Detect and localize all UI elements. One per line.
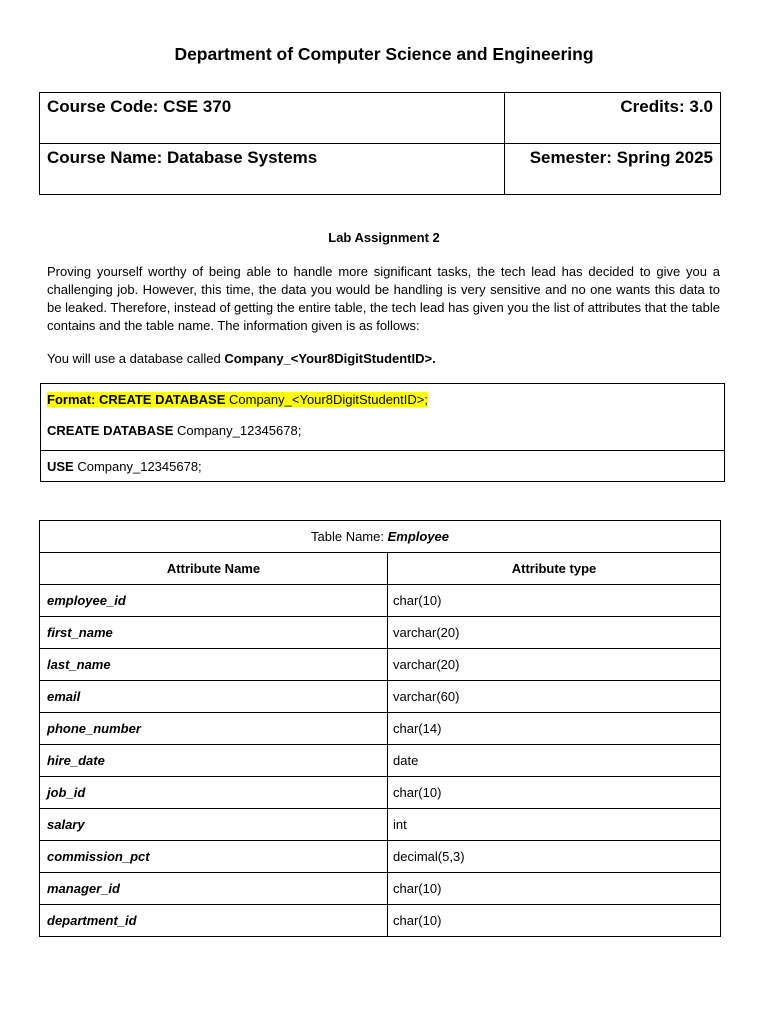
attribute-type: char(10) [388,873,721,905]
attribute-name: commission_pct [40,841,388,873]
use-value: Company_12345678; [73,458,202,474]
attribute-name: first_name [40,617,388,649]
caption-table-name: Employee [387,529,450,544]
attribute-name: job_id [40,777,388,809]
table-row [40,585,721,617]
create-keyword: CREATE DATABASE [47,423,174,438]
course-name: Course Name: Database Systems [40,144,505,195]
attribute-type: varchar(20) [388,617,721,649]
employee-attribute-table [39,520,721,937]
table-caption-row [40,521,721,553]
create-value: Company_12345678; [173,423,302,438]
course-info-row [40,93,721,144]
table-row [40,841,721,873]
use-database-cell [41,451,725,482]
create-database-cell [41,384,725,451]
database-intro-text: You will use a database called [47,351,225,366]
caption-prefix: Table Name: [311,529,388,544]
lab-description: Proving yourself worthy of being able to handle more significant tasks, the tech lead has decided to give you a challenging job. However, this time, the data you would be handling is very sensitive and no one wants this data to be leaked. Therefore, instead of getting the entire table, the tech lead has given you the list of attributes that the table contains and the table name. The information given is as follows: [47,264,720,333]
course-info-row [40,144,721,195]
table-row [40,809,721,841]
course-info-table [39,92,721,195]
attribute-type: char(10) [388,585,721,617]
attribute-name: phone_number [40,713,388,745]
database-instruction [47,351,436,366]
attribute-name: manager_id [40,873,388,905]
format-label: Format: CREATE DATABASE [47,392,226,407]
database-name: Company_<Your8DigitStudentID>. [224,351,436,366]
table-caption [40,521,721,553]
table-row [40,617,721,649]
attribute-type: char(14) [388,713,721,745]
attribute-name: email [40,681,388,713]
format-highlight [47,392,428,407]
table-row [40,745,721,777]
course-semester: Semester: Spring 2025 [505,144,721,195]
table-row [40,649,721,681]
format-value: Company_<Your8DigitStudentID>; [225,392,428,407]
use-keyword: USE [47,458,74,474]
attribute-type: varchar(20) [388,649,721,681]
attribute-name: hire_date [40,745,388,777]
sql-format-box [40,383,725,482]
column-header-attribute-name: Attribute Name [40,553,388,585]
column-header-attribute-type: Attribute type [388,553,721,585]
table-row [40,777,721,809]
attribute-name: employee_id [40,585,388,617]
table-header-row [40,553,721,585]
lab-assignment-title: Lab Assignment 2 [328,230,440,245]
table-row [40,713,721,745]
table-row [40,681,721,713]
attribute-name: last_name [40,649,388,681]
attribute-type: int [388,809,721,841]
department-title: Department of Computer Science and Engineering [174,44,594,64]
attribute-name: department_id [40,905,388,937]
table-row [40,873,721,905]
attribute-type: char(10) [388,777,721,809]
course-credits: Credits: 3.0 [505,93,721,144]
attribute-type: char(10) [388,905,721,937]
table-row [40,905,721,937]
attribute-type: decimal(5,3) [388,841,721,873]
attribute-name: salary [40,809,388,841]
course-code: Course Code: CSE 370 [40,93,505,144]
attribute-type: date [388,745,721,777]
attribute-type: varchar(60) [388,681,721,713]
